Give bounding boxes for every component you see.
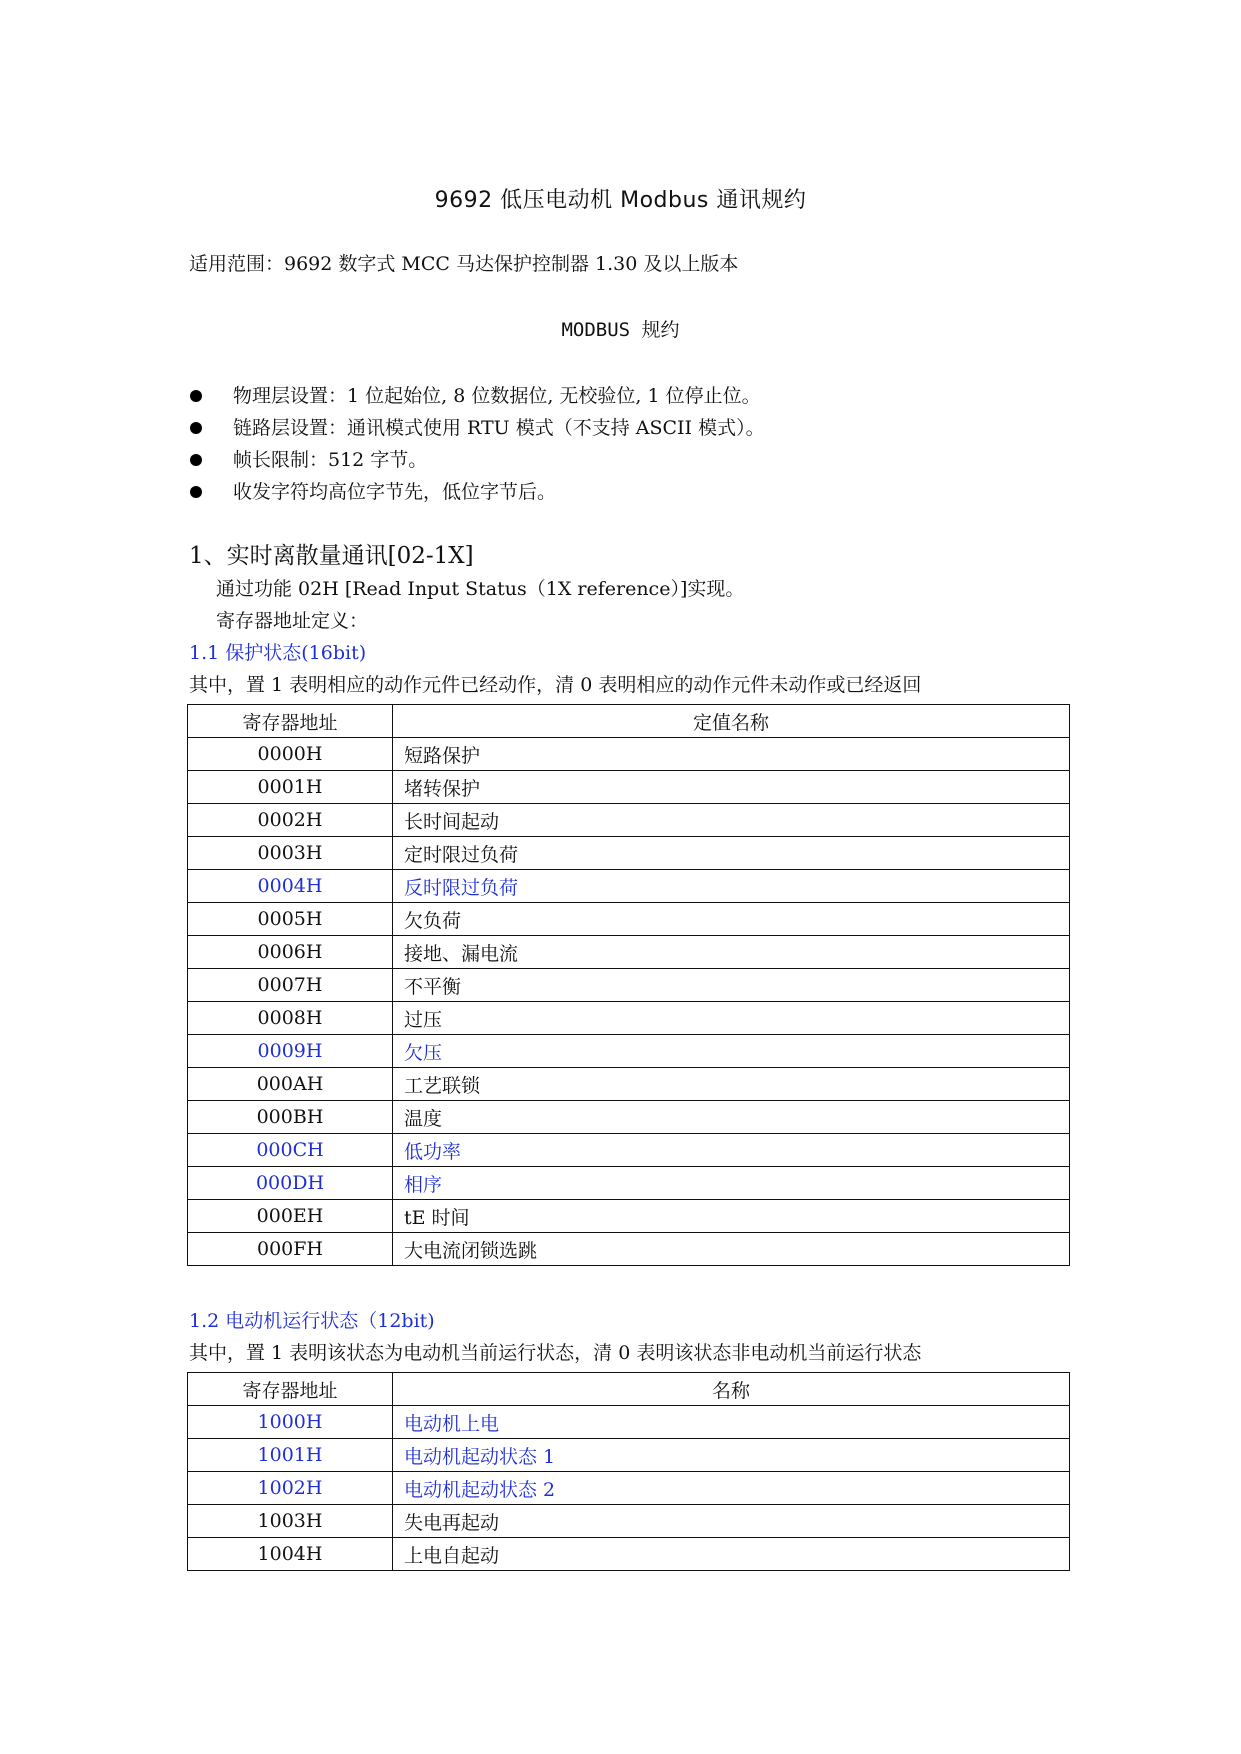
column-header-address: 寄存器地址: [188, 705, 393, 738]
register-address-cell: 000EH: [188, 1200, 393, 1233]
register-address-cell: 000DH: [188, 1167, 393, 1200]
register-address-cell: 0004H: [188, 870, 393, 903]
register-address-cell: 0003H: [188, 837, 393, 870]
table-row: [188, 738, 1070, 771]
register-name-cell: 堵转保护: [393, 771, 1070, 804]
register-name-cell: 欠压: [393, 1035, 1070, 1068]
table-header-row: [188, 705, 1070, 738]
bullet-text: 帧长限制：512 字节。: [233, 449, 428, 471]
table-row: [188, 1505, 1070, 1538]
section-1-1-description: 其中，置 1 表明相应的动作元件已经动作，清 0 表明相应的动作元件未动作或已经返回: [189, 674, 922, 696]
bullet-text: 链路层设置：通讯模式使用 RTU 模式（不支持 ASCII 模式）。: [233, 417, 765, 439]
table-row: [188, 1472, 1070, 1505]
register-name-cell: 过压: [393, 1002, 1070, 1035]
table-row: [188, 1101, 1070, 1134]
bullet-dot-icon: [190, 390, 202, 402]
column-header-name: 定值名称: [393, 705, 1070, 738]
register-name-cell: 温度: [393, 1101, 1070, 1134]
table-row: [188, 1200, 1070, 1233]
scope-line: 适用范围：9692 数字式 MCC 马达保护控制器 1.30 及以上版本: [189, 253, 739, 275]
register-address-cell: 0007H: [188, 969, 393, 1002]
protection-status-table: [187, 704, 1070, 1266]
bullet-dot-icon: [190, 454, 202, 466]
table-row: [188, 1167, 1070, 1200]
register-address-cell: 1004H: [188, 1538, 393, 1571]
register-address-cell: 0002H: [188, 804, 393, 837]
table-row: [188, 804, 1070, 837]
bullet-item: [189, 476, 765, 508]
register-address-cell: 1000H: [188, 1406, 393, 1439]
section-1-heading: 1、实时离散量通讯[02-1X]: [189, 543, 474, 569]
table-row: [188, 1439, 1070, 1472]
motor-status-table: [187, 1372, 1070, 1571]
table-row: [188, 1134, 1070, 1167]
section-1-address-label: 寄存器地址定义：: [216, 610, 369, 632]
register-name-cell: tE 时间: [393, 1200, 1070, 1233]
table-row: [188, 870, 1070, 903]
register-address-cell: 1003H: [188, 1505, 393, 1538]
table-row: [188, 1233, 1070, 1266]
bullet-text: 收发字符均高位字节先，低位字节后。: [233, 481, 557, 503]
section-1-1-heading: 1.1 保护状态(16bit): [189, 642, 367, 664]
register-address-cell: 0009H: [188, 1035, 393, 1068]
bullet-text: 物理层设置：1 位起始位, 8 位数据位, 无校验位, 1 位停止位。: [233, 385, 761, 407]
table-row: [188, 936, 1070, 969]
table-row: [188, 1538, 1070, 1571]
register-name-cell: 定时限过负荷: [393, 837, 1070, 870]
register-name-cell: 电动机上电: [393, 1406, 1070, 1439]
register-name-cell: 上电自起动: [393, 1538, 1070, 1571]
register-address-cell: 0005H: [188, 903, 393, 936]
table-row: [188, 1002, 1070, 1035]
table-row: [188, 1068, 1070, 1101]
register-name-cell: 反时限过负荷: [393, 870, 1070, 903]
register-address-cell: 000FH: [188, 1233, 393, 1266]
register-address-cell: 1002H: [188, 1472, 393, 1505]
section-1-2-description: 其中，置 1 表明该状态为电动机当前运行状态，清 0 表明该状态非电动机当前运行状态: [189, 1342, 922, 1364]
register-address-cell: 0001H: [188, 771, 393, 804]
register-name-cell: 大电流闭锁选跳: [393, 1233, 1070, 1266]
bullet-item: [189, 444, 765, 476]
bullet-item: [189, 380, 765, 412]
table-header-row: [188, 1373, 1070, 1406]
register-name-cell: 不平衡: [393, 969, 1070, 1002]
section-1-function-text: 通过功能 02H [Read Input Status（1X reference）]实现。: [216, 578, 745, 600]
bullet-dot-icon: [190, 422, 202, 434]
register-address-cell: 1001H: [188, 1439, 393, 1472]
register-address-cell: 0006H: [188, 936, 393, 969]
register-name-cell: 电动机起动状态 1: [393, 1439, 1070, 1472]
document-title: 9692 低压电动机 Modbus 通讯规约: [434, 188, 807, 213]
register-name-cell: 短路保护: [393, 738, 1070, 771]
register-name-cell: 欠负荷: [393, 903, 1070, 936]
bullet-item: [189, 412, 765, 444]
table-row: [188, 771, 1070, 804]
register-address-cell: 0008H: [188, 1002, 393, 1035]
register-address-cell: 0000H: [188, 738, 393, 771]
bullet-dot-icon: [190, 486, 202, 498]
column-header-address: 寄存器地址: [188, 1373, 393, 1406]
table-row: [188, 903, 1070, 936]
column-header-name: 名称: [393, 1373, 1070, 1406]
section-1-2-heading: 1.2 电动机运行状态（12bit): [189, 1310, 435, 1332]
register-name-cell: 相序: [393, 1167, 1070, 1200]
register-name-cell: 接地、漏电流: [393, 936, 1070, 969]
table-row: [188, 837, 1070, 870]
register-name-cell: 电动机起动状态 2: [393, 1472, 1070, 1505]
register-name-cell: 低功率: [393, 1134, 1070, 1167]
table-row: [188, 969, 1070, 1002]
table-row: [188, 1035, 1070, 1068]
register-name-cell: 工艺联锁: [393, 1068, 1070, 1101]
register-address-cell: 000CH: [188, 1134, 393, 1167]
table-row: [188, 1406, 1070, 1439]
protocol-heading: MODBUS 规约: [561, 319, 680, 341]
register-name-cell: 长时间起动: [393, 804, 1070, 837]
register-address-cell: 000AH: [188, 1068, 393, 1101]
register-name-cell: 失电再起动: [393, 1505, 1070, 1538]
register-address-cell: 000BH: [188, 1101, 393, 1134]
settings-bullet-list: [189, 380, 765, 508]
